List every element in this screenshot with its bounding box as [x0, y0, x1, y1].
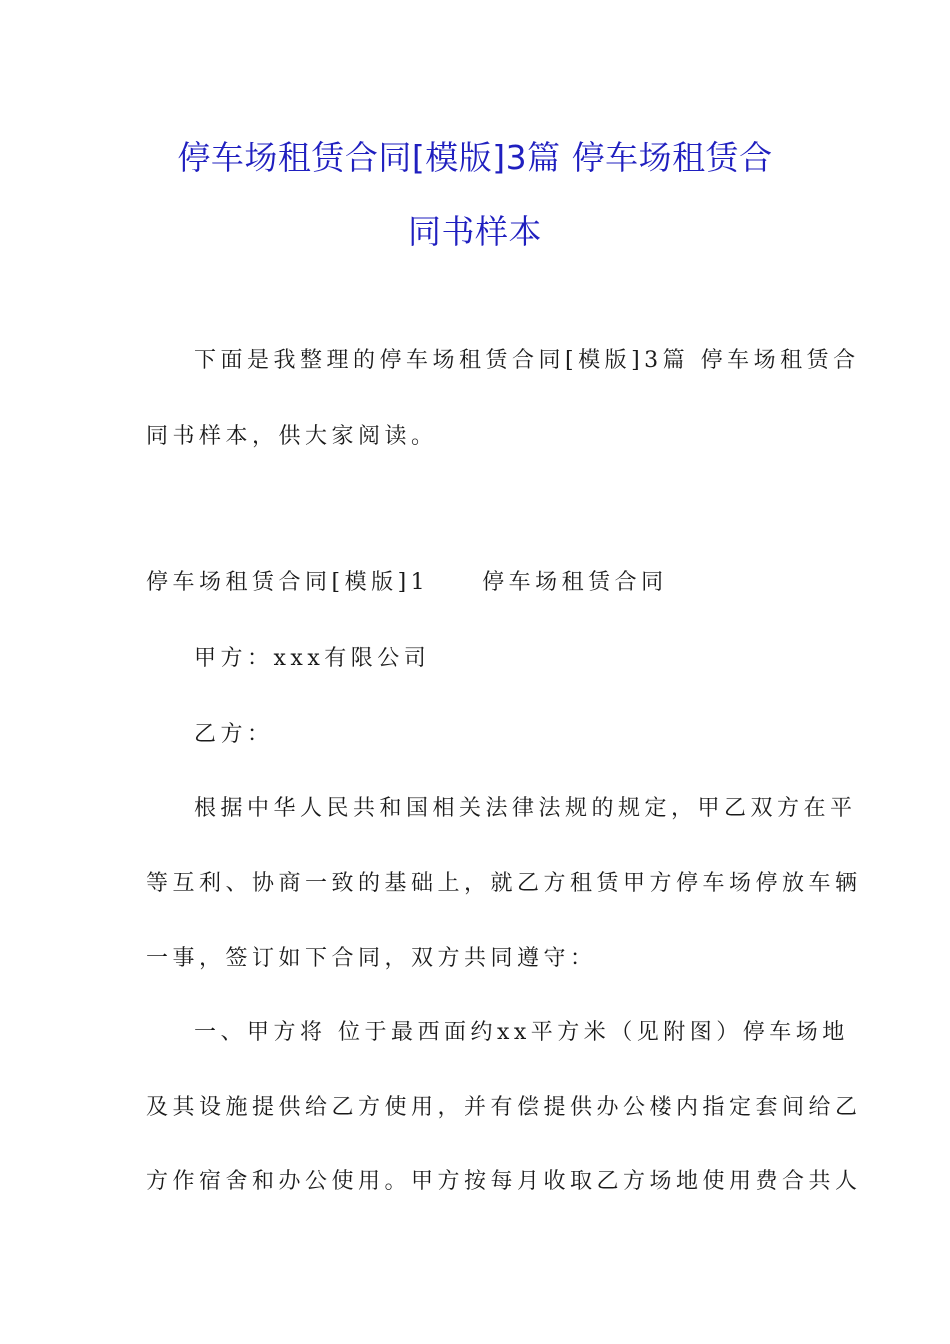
- section-heading: 停车场租赁合同[模版]1 停车场租赁合同: [146, 570, 668, 595]
- paragraph-1-line-2: 等互利、协商一致的基础上，就乙方租赁甲方停车场停放车辆: [146, 871, 862, 896]
- intro-line-1: 下面是我整理的停车场租赁合同[模版]3篇 停车场租赁合: [194, 348, 860, 373]
- paragraph-2-line-2: 及其设施提供给乙方使用，并有偿提供办公楼内指定套间给乙: [146, 1095, 862, 1120]
- document-title-line-2: 同书样本: [408, 212, 542, 251]
- paragraph-1-line-1: 根据中华人民共和国相关法律法规的规定，甲乙双方在平: [194, 796, 857, 821]
- document-title-line-1: 停车场租赁合同[模版]3篇 停车场租赁合: [177, 138, 773, 177]
- party-b-line: 乙方：: [194, 722, 274, 747]
- paragraph-2-line-3: 方作宿舍和办公使用。甲方按每月收取乙方场地使用费合共人: [146, 1169, 862, 1194]
- paragraph-2-line-1: 一、甲方将 位于最西面约xx平方米（见附图）停车场地: [194, 1020, 849, 1045]
- paragraph-1-line-3: 一事，签订如下合同，双方共同遵守：: [146, 946, 597, 971]
- intro-line-2: 同书样本，供大家阅读。: [146, 424, 438, 449]
- party-a-line: 甲方：xxx有限公司: [194, 646, 431, 671]
